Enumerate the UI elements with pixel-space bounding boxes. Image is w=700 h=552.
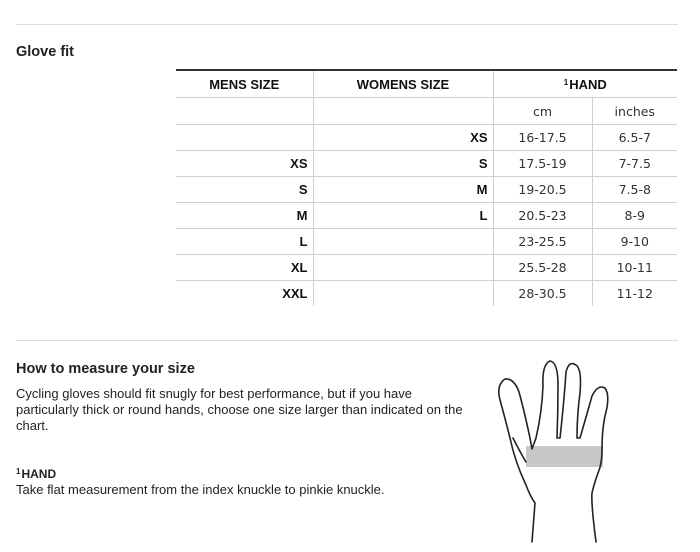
footnote-marker: 1	[563, 77, 569, 87]
header-hand-label: HAND	[569, 76, 607, 92]
footnote-label: HAND	[21, 467, 57, 481]
hand-inches: 7-7.5	[592, 151, 677, 177]
womens-size: M	[313, 177, 493, 203]
table-row	[176, 281, 677, 307]
table-row	[176, 151, 677, 177]
measure-band-icon	[526, 446, 603, 467]
womens-size: S	[313, 151, 493, 177]
top-divider	[16, 24, 678, 25]
hand-cm: 19-20.5	[493, 177, 592, 203]
hand-cm: 23-25.5	[493, 229, 592, 255]
unit-inches: inches	[592, 98, 677, 125]
mens-size: XXL	[282, 286, 308, 301]
hand-cm: 28-30.5	[493, 281, 592, 307]
womens-size: XS	[313, 125, 493, 151]
units-empty-womens	[313, 98, 493, 125]
mens-size: XL	[176, 255, 313, 281]
mens-size: XS	[176, 151, 313, 177]
table-row	[176, 203, 677, 229]
footnote-heading	[16, 467, 56, 481]
hand-inches: 8-9	[592, 203, 677, 229]
header-hand	[493, 70, 677, 98]
hand-cm: 25.5-28	[493, 255, 592, 281]
hand-inches: 10-11	[592, 255, 677, 281]
measure-instructions: Cycling gloves should fit snugly for best performance, but if you have particularly thick or round hands, choose one size larger than indicated on the chart.	[16, 386, 463, 433]
hand-inches: 11-12	[592, 281, 677, 307]
header-womens-size: WOMENS SIZE	[313, 70, 493, 98]
table-row	[176, 229, 677, 255]
glove-size-table	[176, 69, 677, 306]
table-row	[176, 125, 677, 151]
womens-size	[313, 229, 493, 255]
footnote-marker: 1	[16, 467, 21, 476]
units-empty-mens	[176, 98, 313, 125]
womens-size: L	[313, 203, 493, 229]
mens-size: S	[176, 177, 313, 203]
middle-divider	[16, 340, 678, 341]
hand-cm: 17.5-19	[493, 151, 592, 177]
footnote-text: Take flat measurement from the index knuckle to pinkie knuckle.	[16, 482, 385, 497]
table-row	[176, 255, 677, 281]
hand-inches: 9-10	[592, 229, 677, 255]
mens-size: M	[176, 203, 313, 229]
hand-inches: 7.5-8	[592, 177, 677, 203]
hand-icon	[490, 352, 620, 544]
measure-title: How to measure your size	[16, 361, 195, 377]
hand-inches: 6.5-7	[592, 125, 677, 151]
mens-size	[176, 125, 313, 151]
header-mens-size: MENS SIZE	[176, 70, 313, 98]
hand-cm: 20.5-23	[493, 203, 592, 229]
womens-size	[313, 255, 493, 281]
unit-cm: cm	[493, 98, 592, 125]
table-row	[176, 177, 677, 203]
units-row	[176, 98, 677, 125]
section-title: Glove fit	[16, 44, 75, 60]
mens-size: L	[176, 229, 313, 255]
hand-cm: 16-17.5	[493, 125, 592, 151]
womens-size	[313, 281, 493, 307]
